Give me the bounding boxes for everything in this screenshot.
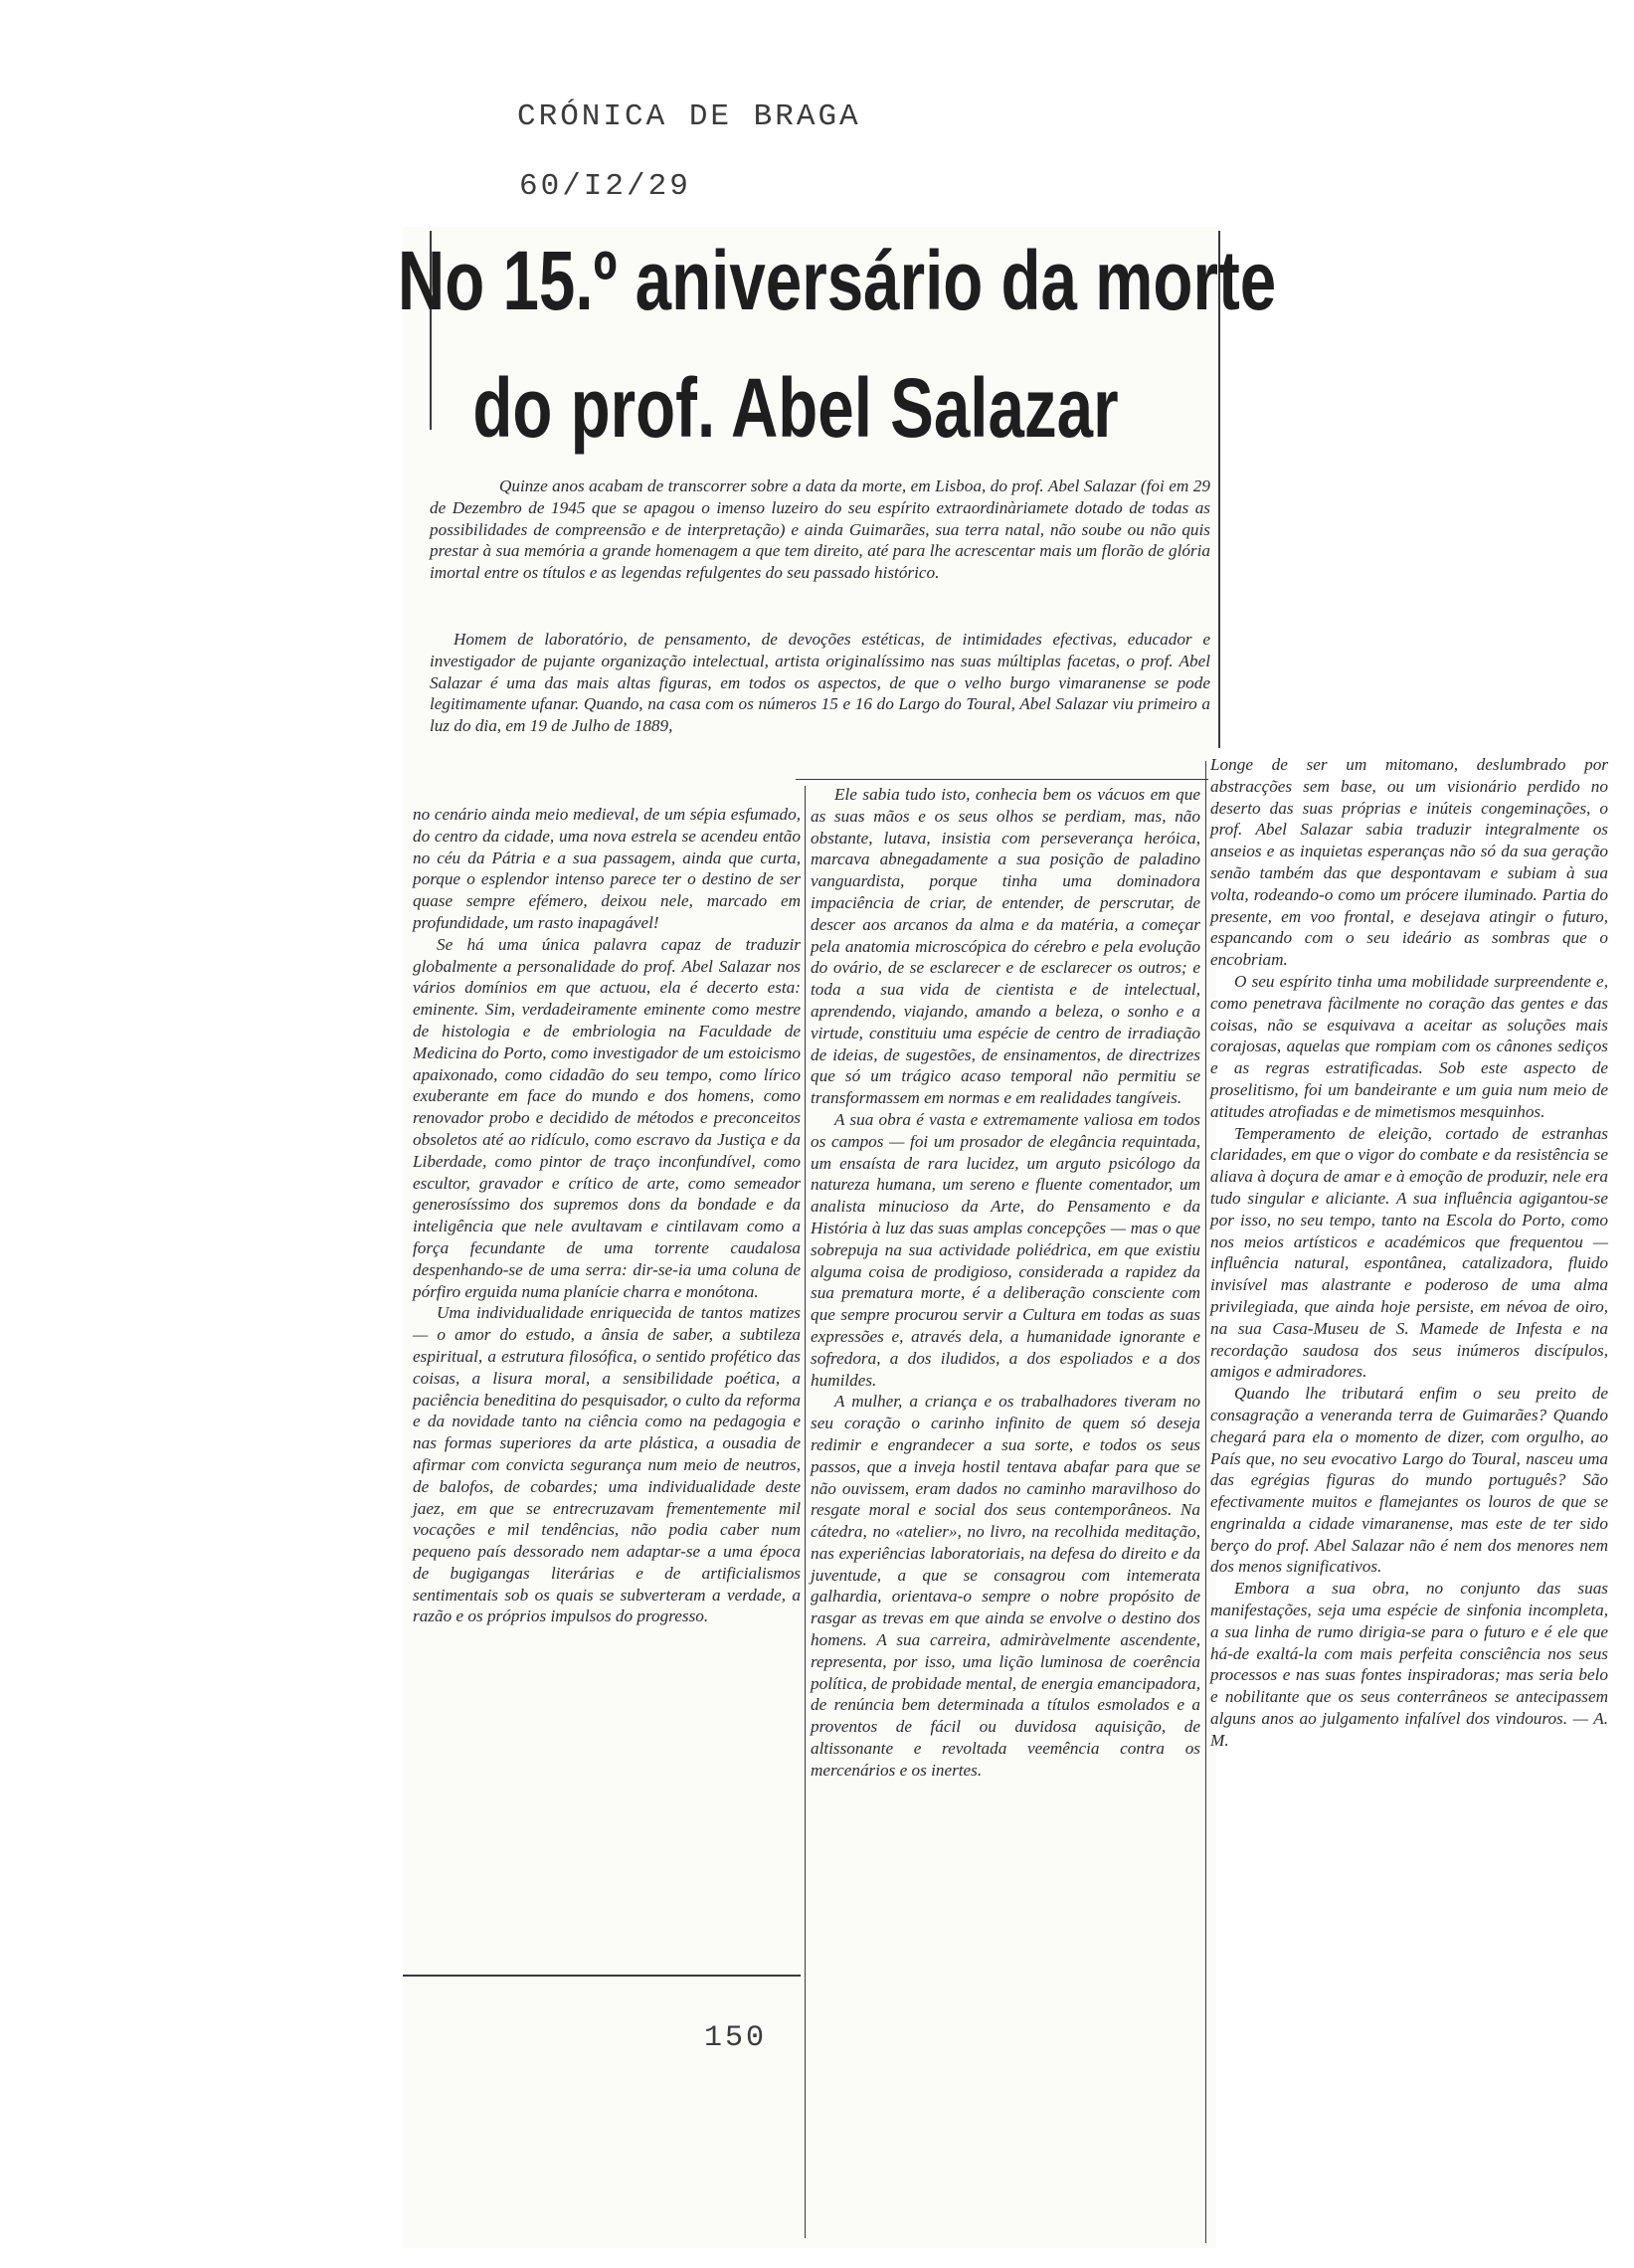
lead-paragraph-text: Quinze anos acabam de transcorrer sobre a data da morte, em Lisboa, do prof. Abel Salazar (foi em 29 de Dezembro de 1945 que se apagou o imenso luzeiro do seu espírito extraordinàriamete dotado de todas as possibilidades de compreensão e de interpretação) e ainda Guimarães, sua terra natal, não soube ou não quis prestar à sua memória a grande homenagem a que tem direito, até para lhe acrescentar mais um florão de glória imortal entre os títulos e as legendas refulgentes do seu passado histórico.	[430, 476, 1210, 583]
column-1-paragraph: no cenário ainda meio medieval, de um sépia esfumado, do centro da cidade, uma nova estrela se acendeu então no céu da Pátria e a sua passagem, ainda que curta, porque o esplendor intenso parece ter o destino de ser quase sempre efémero, deixou nele, marcado em profundidade, um rasto inapagável!	[413, 805, 801, 932]
headline-line-2: do prof. Abel Salazar	[472, 361, 1119, 455]
column-divider-1	[805, 786, 806, 2238]
article-column-3	[1210, 754, 1608, 1752]
intro-paragraph	[430, 629, 1210, 737]
lead-paragraph	[430, 475, 1210, 584]
column-divider-2	[1205, 761, 1206, 2243]
intro-paragraph-text: Homem de laboratório, de pensamento, de devoções estéticas, de intimidades efectivas, educador e investigador de pujante organização intelectual, artista originalíssimo nas suas múltiplas facetas, o prof. Abel Salazar é uma das mais altas figuras, em todos os aspectos, de que o velho burgo vimaranense se pode legitimamente ufanar. Quando, na casa com os números 15 e 16 do Largo do Toural, Abel Salazar viu primeiro a luz do dia, em 19 de Julho de 1889,	[430, 630, 1210, 736]
column-top-rule	[796, 779, 1208, 780]
headline-line-1: No 15.º aniversário da morte	[397, 234, 1277, 327]
column-1-paragraph: Uma individualidade enriquecida de tantos matizes — o amor do estudo, a ânsia de saber, a subtileza espiritual, a estrutura filosófica, o sentido profético das coisas, a lisura moral, a sensibilidade poética, a paciência beneditina do pesquisador, o culto da reforma e da novidade tanto na ciência como na pedagogia e nas formas superiores da arte plástica, a ousadia de afirmar com convicta segurança num meio de neutros, de balofos, de cobardes; uma individualidade deste jaez, em que se entrecruzavam frementemente mil vocações e mil tendências, não podia caber num pequeno país dessorado nem adaptar-se a uma época de bugigangas literárias e de artificialismos sentimentais sob os quais se subverteram a verdade, a razão e os próprios impulsos do progresso.	[413, 1303, 801, 1626]
page-number: 150	[704, 2021, 768, 2055]
article-column-1	[413, 804, 801, 1627]
column-3-paragraph: Embora a sua obra, no conjunto das suas manifestações, seja uma espécie de sinfonia incompleta, a sua linha de rumo dirigia-se para o futuro e é ele que há-de exaltá-la com mais perfeita consciência nos seus processos e nas suas fontes inspiradoras; mas seria belo e nobilitante que os seus conterrâneos se antecipassem alguns anos ao julgamento infalível dos vindouros. — A. M.	[1210, 1579, 1608, 1750]
column-3-paragraph: Temperamento de eleição, cortado de estranhas claridades, em que o vigor do combate e da resistência se aliava à doçura de amar e à emoção de produzir, nele era tudo singular e aliciante. A sua influência agigantou-se por isso, no seu tempo, tanto na Escola do Porto, como nos meios artísticos e académicos que frequentou — influência natural, espontânea, catalizadora, fluido invisível mas alastrante e poderoso de uma alma privilegiada, que ainda hoje persiste, em névoa de oiro, na sua Casa-Museu de S. Mamede de Infesta e na recordação saudosa dos seus inúmeros discípulos, amigos e admiradores.	[1210, 1123, 1608, 1382]
column-2-paragraph: A sua obra é vasta e extremamente valiosa em todos os campos — foi um prosador de elegância requintada, um ensaísta de rara lucidez, um arguto psicólogo da natureza humana, um sereno e fluente comentador, um analista minucioso da Arte, do Pensamento e da História à luz das suas amplas concepções — mas o que sobrepuja na sua actividade poliédrica, em que existiu alguma coisa de prodigioso, considerada a rapidez da sua prematura morte, é a deliberação consciente com que sempre procurou servir a Cultura em todas as suas expressões e, através dela, a humanidade ignorante e sofredora, a dos iludidos, a dos espoliados e a dos humildes.	[811, 1109, 1200, 1390]
frame-bottom-left-line	[403, 1975, 801, 1977]
column-3-paragraph: Longe de ser um mitomano, deslumbrado por abstracções sem base, ou um visionário perdido no deserto das suas próprias e inúteis congeminações, o prof. Abel Salazar sabia traduzir integralmente os anseios e as inquietas esperanças não só da sua geração senão também das que despontavam e subiam à sua volta, rodeando-o como um prócere iluminado. Partia do presente, em voo frontal, e desejava atingir o futuro, espancando com o seu ideário as sombras que o encobriam.	[1210, 755, 1608, 970]
column-2-paragraph: A mulher, a criança e os trabalhadores tiveram no seu coração o carinho infinito de quem só deseja redimir e engrandecer a sua sorte, e todos os seus passos, que a inveja hostil tentava abafar para que se não ouvissem, eram dados no caminho maravilhoso do resgate moral e social dos seus contemporâneos. Na cátedra, no «atelier», no livro, na recolhida meditação, nas experiências laboratoriais, na defesa do direito e da juventude, a que se consagrou com intemerata galhardia, orientava-o sempre o nobre propósito de rasgar as trevas em que ainda se envolve o destino dos homens. A sua carreira, admiràvelmente ascendente, representa, por isso, uma lição luminosa de coerência política, de probidade mental, de energia emancipadora, de renúncia bem determinada a títulos esmolados e a proventos de fácil ou duvidosa aquisição, de altissonante e revoltada veemência contra os mercenários e os inertes.	[811, 1392, 1200, 1780]
archive-date: 60/I2/29	[519, 169, 691, 204]
column-1-paragraph: Se há uma única palavra capaz de traduzir globalmente a personalidade do prof. Abel Salazar nos vários domínios em que actuou, ela é decerto esta: eminente. Sim, verdadeiramente eminente como mestre de histologia e de embriologia na Faculdade de Medicina do Porto, como investigador de um estoicismo apaixonado, como cidadão do seu tempo, como lírico exuberante em face do mundo e dos homens, como renovador probo e decidido de métodos e preconceitos obsoletos até ao ridículo, como escravo da Justiça e da Liberdade, como pintor de traço inconfundível, como escultor, gravador e crítico de arte, como semeador generosíssimo dos supremos dons da bondade e da inteligência que nele avultavam e cintilavam como a força fecundante de uma torrente caudalosa despenhando-se de uma serra: dir-se-ia uma coluna de pórfiro erguida numa planície charra e monótona.	[413, 934, 801, 1301]
column-2-paragraph: Ele sabia tudo isto, conhecia bem os vácuos em que as suas mãos e os seus olhos se perdiam, mas, não obstante, lutava, insistia com perseverança heróica, marcava abnegadamente a sua posição de paladino vanguardista, porque tinha uma dominadora impaciência de criar, de entender, de perscrutar, de descer aos arcanos da alma e da matéria, a começar pela anatomia microscópica do cérebro e pela evolução do ovário, de se esclarecer e de esclarecer os outros; e toda a sua vida de cientista e de intelectual, aprendendo, viajando, amando a beleza, o sonho e a virtude, constituiu uma espécie de centro de irradiação de ideias, de sugestões, de ensinamentos, de directrizes que só um trágico acaso temporal não permitiu se transformassem em normas e em realidades tangíveis.	[811, 785, 1200, 1108]
article-column-2	[811, 784, 1200, 1782]
column-3-paragraph: Quando lhe tributará enfim o seu preito de consagração a veneranda terra de Guimarães? Quando chegará para ela o momento de dizer, com orgulho, ao País que, no seu evocativo Largo do Toural, nasceu uma das egrégias figuras do mundo português? São efectivamente muitos e flamejantes os louros de que se engrinalda a cidade vimaranense, mas este de ter sido berço do prof. Abel Salazar não é nem dos menores nem dos menos significativos.	[1210, 1384, 1608, 1577]
archive-source-label: CRÓNICA DE BRAGA	[517, 99, 861, 134]
column-3-paragraph: O seu espírito tinha uma mobilidade surpreendente e, como penetrava fàcilmente no coração das gentes e das coisas, não se esquivava a aceitar as soluções mais corajosas, aquelas que rompiam com os cânones sediços e as regras estratificadas. Sob este aspecto de proselitismo, foi um bandeirante e um guia num meio de atitudes atrofiadas e de mimetismos mesquinhos.	[1210, 971, 1608, 1121]
